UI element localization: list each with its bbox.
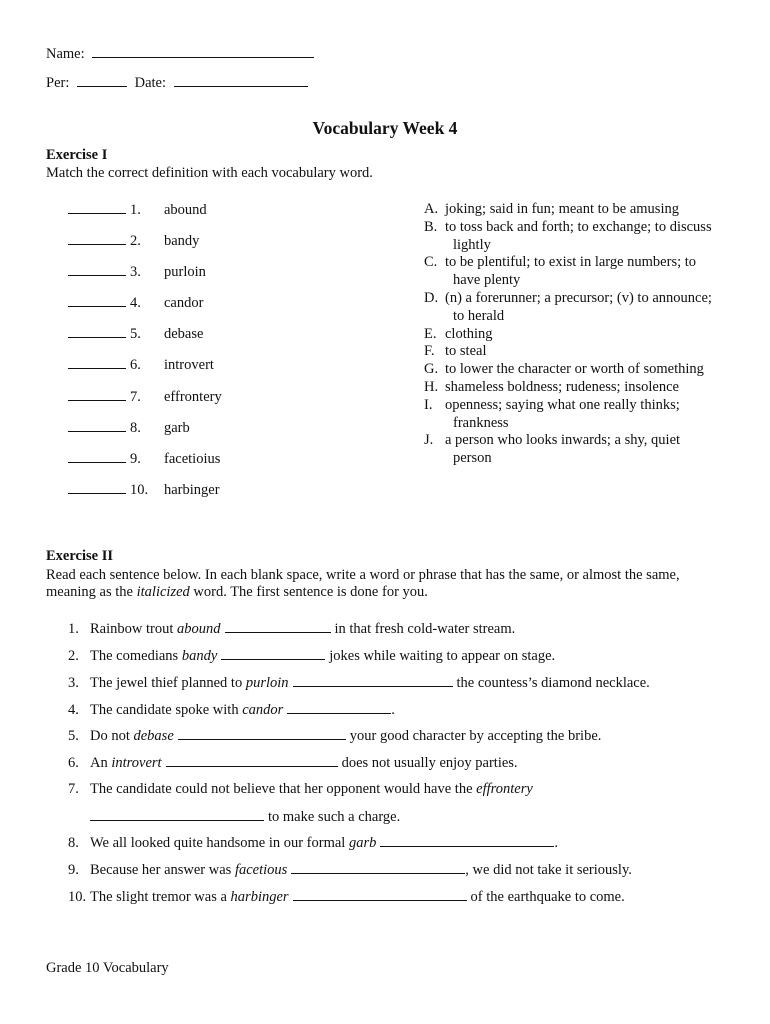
answer-blank[interactable]	[221, 647, 325, 660]
definition-text: frankness	[453, 414, 509, 431]
definition-letter: C.	[424, 254, 438, 271]
sentence-number: 9.	[68, 862, 79, 878]
answer-blank[interactable]	[287, 701, 391, 714]
answer-blank[interactable]	[293, 674, 453, 687]
answer-blank[interactable]	[68, 356, 126, 369]
word-row	[68, 450, 220, 468]
word-row	[68, 232, 199, 250]
word-row	[68, 294, 203, 312]
definition-letter: G.	[424, 361, 439, 378]
definition-letter: H.	[424, 379, 439, 395]
definition-text: joking; said in fun; meant to be amusing	[445, 201, 679, 217]
definition-text: (n) a forerunner; a precursor; (v) to announce;	[445, 290, 712, 306]
sentence-row	[68, 781, 533, 798]
word-row	[68, 388, 222, 406]
sentence-text: We all looked quite handsome in our formal	[90, 835, 349, 851]
sentence-row	[68, 674, 650, 692]
definition-letter: F.	[424, 343, 435, 360]
sentence-text: The comedians	[90, 648, 182, 664]
sentence-text: to make such a charge.	[268, 809, 401, 825]
answer-blank[interactable]	[380, 834, 554, 847]
definition-letter: I.	[424, 396, 433, 413]
per-field[interactable]	[77, 74, 127, 87]
definition-text: lightly	[453, 236, 491, 253]
sentence-text: The jewel thief planned to	[90, 675, 246, 691]
sentence-text: , we did not take it seriously.	[465, 862, 632, 878]
word-row	[68, 325, 203, 343]
definition-text: have plenty	[453, 272, 521, 289]
word-number: 9.	[130, 451, 141, 467]
answer-blank[interactable]	[68, 232, 126, 245]
definition-letter: B.	[424, 218, 438, 235]
sentence-text: your good character by accepting the bribe.	[349, 728, 602, 744]
sentence-number: 8.	[68, 835, 79, 851]
word-number: 7.	[130, 389, 141, 405]
sentence-row	[68, 701, 395, 719]
word-number: 10.	[130, 482, 149, 498]
answer-blank[interactable]	[68, 388, 126, 401]
exercise1-heading: Exercise I	[46, 147, 108, 163]
sentence-number: 3.	[68, 675, 79, 691]
footer-text: Grade 10 Vocabulary	[46, 960, 169, 976]
answer-blank[interactable]	[166, 754, 338, 767]
exercise2-instructions-line1: Read each sentence below. In each blank space, write a word or phrase that has the same, or almost the same,	[46, 567, 680, 583]
name-row	[46, 45, 314, 63]
definition-text: clothing	[445, 325, 493, 342]
word-number: 6.	[130, 357, 141, 373]
date-label: Date:	[134, 75, 167, 91]
sentence-text: jokes while waiting to appear on stage.	[329, 648, 556, 664]
vocab-word: abound	[164, 202, 207, 218]
definition-text: to lower the character or worth of something	[445, 361, 704, 378]
per-date-row	[46, 74, 308, 92]
sentence-text: the countess’s diamond necklace.	[456, 675, 650, 691]
italic-word: bandy	[181, 648, 218, 664]
word-row	[68, 481, 220, 499]
vocab-word: effrontery	[164, 389, 222, 405]
italic-word: candor	[242, 702, 284, 718]
answer-blank[interactable]	[293, 888, 467, 901]
sentence-row	[68, 727, 601, 745]
answer-blank[interactable]	[68, 201, 126, 214]
answer-blank[interactable]	[68, 419, 126, 432]
sentence-row	[90, 808, 400, 826]
sentence-row	[68, 861, 632, 879]
definition-text: openness; saying what one really thinks;	[445, 396, 680, 413]
sentence-text: Because her answer was	[90, 862, 235, 878]
word-row	[68, 201, 207, 219]
sentence-row	[68, 620, 515, 638]
sentence-number: 4.	[68, 702, 79, 718]
per-label: Per:	[46, 75, 70, 91]
word-row	[68, 419, 190, 437]
definition-text: to be plentiful; to exist in large numbers; to	[445, 254, 697, 271]
answer-blank[interactable]	[68, 325, 126, 338]
sentence-text: .	[391, 702, 395, 718]
sentence-number: 2.	[68, 648, 79, 664]
sentence-text: Do not	[90, 728, 134, 744]
vocab-word: garb	[164, 420, 190, 436]
answer-blank[interactable]	[68, 263, 126, 276]
vocab-word: purloin	[164, 264, 206, 280]
word-number: 1.	[130, 202, 141, 218]
definition-text: to toss back and forth; to exchange; to discuss	[445, 218, 712, 235]
exercise2-instructions-line2	[46, 584, 428, 601]
sentence-number: 6.	[68, 755, 79, 771]
instructions-text: word. The first sentence is done for you.	[189, 584, 428, 600]
sentence-row	[68, 754, 518, 772]
sentence-number: 1.	[68, 621, 79, 637]
answer-blank[interactable]	[178, 727, 346, 740]
definition-text: person	[453, 450, 492, 467]
exercise2-heading: Exercise II	[46, 548, 113, 564]
italic-word: debase	[133, 728, 174, 744]
instructions-italic: italicized	[136, 584, 190, 600]
name-field[interactable]	[92, 45, 314, 58]
answer-blank[interactable]	[68, 294, 126, 307]
italic-word: introvert	[111, 755, 162, 771]
definition-text: shameless boldness; rudeness; insolence	[445, 379, 679, 395]
italic-word: harbinger	[230, 889, 289, 905]
sentence-row	[68, 834, 558, 852]
italic-word: abound	[177, 621, 221, 637]
instructions-text: meaning as the	[46, 584, 137, 600]
date-field[interactable]	[174, 74, 308, 87]
sentence-text: of the earthquake to come.	[470, 889, 625, 905]
definition-letter: E.	[424, 325, 437, 342]
sentence-number: 7.	[68, 781, 79, 797]
definition-letter: A.	[424, 201, 439, 217]
name-label: Name:	[46, 46, 85, 62]
word-row	[68, 356, 214, 374]
sentence-text: in that fresh cold-water stream.	[334, 621, 516, 637]
vocab-word: bandy	[164, 233, 200, 249]
sentence-row	[68, 888, 625, 906]
word-number: 5.	[130, 326, 141, 342]
exercise1-instructions: Match the correct definition with each vocabulary word.	[46, 165, 373, 181]
definition-text: to steal	[445, 343, 487, 360]
italic-word: effrontery	[476, 781, 533, 797]
word-number: 2.	[130, 233, 141, 249]
sentence-text: Rainbow trout	[90, 621, 177, 637]
italic-word: facetious	[234, 862, 288, 878]
sentence-text: The candidate spoke with	[90, 702, 243, 718]
definition-letter: D.	[424, 290, 439, 306]
word-row	[68, 263, 206, 281]
italic-word: purloin	[245, 675, 289, 691]
answer-blank[interactable]	[291, 861, 465, 874]
sentence-text: does not usually enjoy parties.	[341, 755, 518, 771]
answer-blank[interactable]	[68, 481, 126, 494]
vocab-word: candor	[164, 295, 204, 311]
vocab-word: harbinger	[164, 482, 220, 498]
sentence-row	[68, 647, 555, 665]
sentence-number: 10.	[68, 889, 87, 905]
answer-blank[interactable]	[225, 620, 331, 633]
page-title: Vocabulary Week 4	[312, 118, 458, 138]
vocab-word: debase	[164, 326, 204, 342]
word-number: 3.	[130, 264, 141, 280]
vocab-word: introvert	[164, 357, 214, 373]
definition-text: to herald	[453, 307, 505, 324]
italic-word: garb	[348, 835, 377, 851]
definition-text: a person who looks inwards; a shy, quiet	[445, 432, 681, 449]
word-number: 8.	[130, 420, 141, 436]
definition-letter: J.	[424, 432, 434, 449]
answer-blank[interactable]	[68, 450, 126, 463]
answer-blank[interactable]	[90, 808, 264, 821]
sentence-text: An	[90, 755, 112, 771]
sentence-text: .	[554, 835, 558, 851]
sentence-text: The candidate could not believe that her opponent would have the	[90, 781, 477, 797]
word-number: 4.	[130, 295, 141, 311]
vocab-word: facetioius	[164, 451, 221, 467]
sentence-number: 5.	[68, 728, 79, 744]
sentence-text: The slight tremor was a	[90, 889, 231, 905]
